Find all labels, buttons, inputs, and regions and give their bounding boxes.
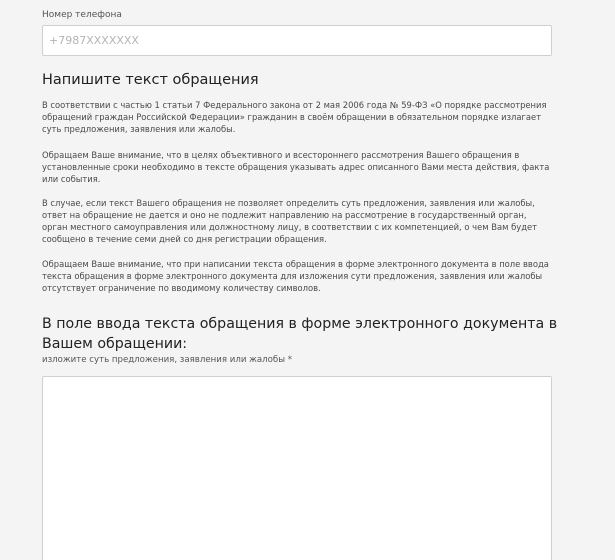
message-label: изложите суть предложения, заявления или жалобы * bbox=[42, 355, 293, 365]
phone-input[interactable] bbox=[42, 25, 552, 56]
instruction-paragraph-4: Обращаем Ваше внимание, что при написании текста обращения в форме электронного документа в поле ввода текста обращения в форме электронного документа для изложения сути предложения, заявления или жалобы отсутствует ограничение по вводимому количеству символов. bbox=[42, 259, 549, 293]
phone-label: Номер телефона bbox=[42, 10, 122, 20]
message-heading: В поле ввода текста обращения в форме электронного документа в Вашем обращении: bbox=[42, 316, 558, 352]
instruction-paragraph-1: В соответствии с частью 1 статьи 7 Федерального закона от 2 мая 2006 года № 59-ФЗ «О порядке рассмотрения обращений граждан Российской Федерации» гражданин в своём обращении в обязательном порядке излагает суть предложения, заявления или жалобы. bbox=[42, 100, 547, 134]
instructions-title: Напишите текст обращения bbox=[42, 72, 259, 88]
message-textarea[interactable] bbox=[42, 376, 552, 560]
instruction-paragraph-3: В случае, если текст Вашего обращения не позволяет определить суть предложения, заявления или жалобы, ответ на обращение не дается и оно не подлежит направлению на рассмотрение в государственный орган, орган местного самоуправления или должностному лицу, в соответствии с их компетенцией, о чем Вам будет сообщено в течение семи дней со дня регистрации обращения. bbox=[42, 198, 538, 244]
instruction-paragraph-2: Обращаем Ваше внимание, что в целях объективного и всестороннего рассмотрения Вашего обращения в установленные сроки необходимо в тексте обращения указывать адрес описанного Вами места действия, факта или события. bbox=[42, 150, 550, 184]
